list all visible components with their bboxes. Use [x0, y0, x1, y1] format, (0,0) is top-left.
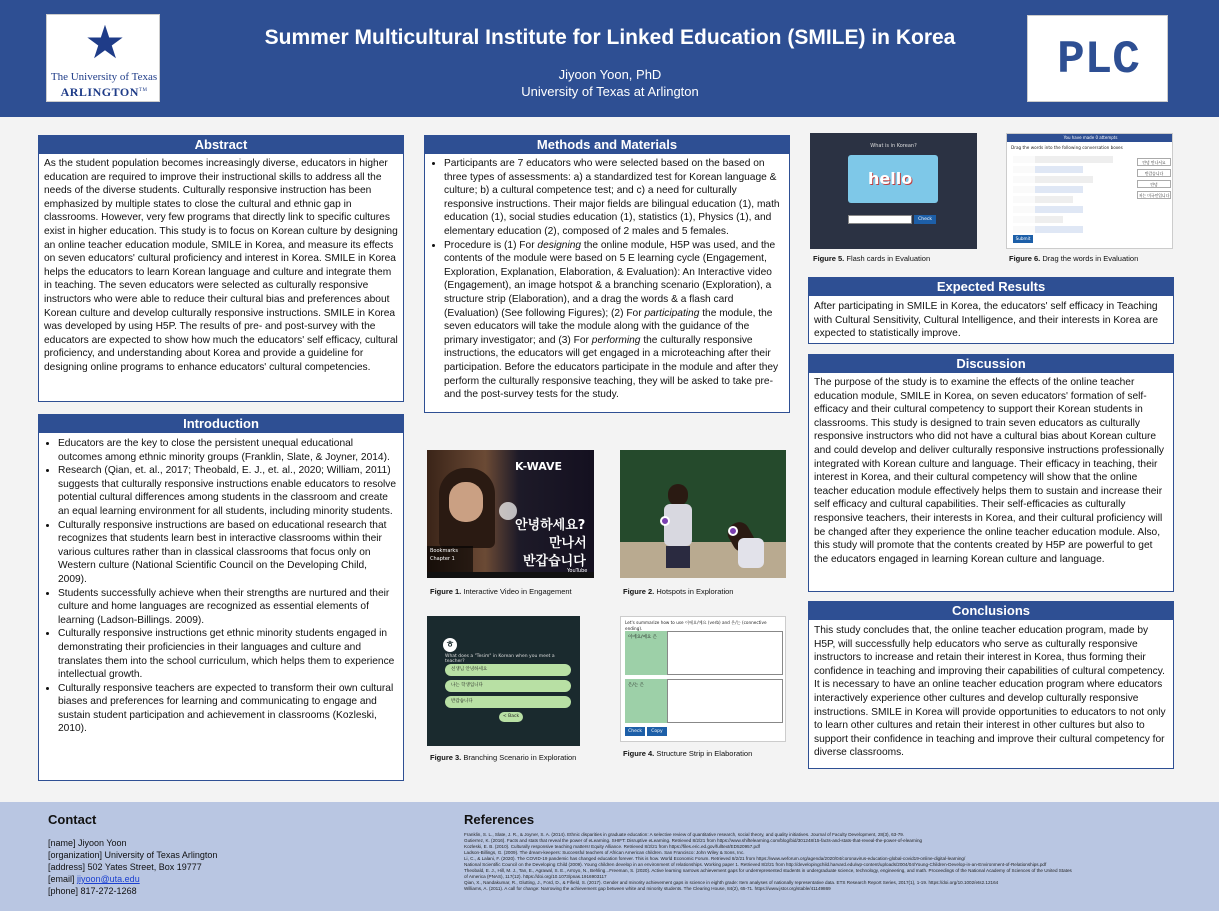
poster-title: Summer Multicultural Institute for Linked Education (SMILE) in Korea [264, 26, 956, 49]
fig3-back-button[interactable]: < Back [499, 712, 523, 722]
hotspot-icon[interactable] [660, 516, 670, 526]
reference-item: Gutierrez, K. (2016). Facts and stats that reveal the power of eLearning. SHIFT: Disruptive eLearning. Retrieved 8/2/21 from https://www.shiftelearning.com/blog/bid/301248/15-facts-and-stats-that-reveal-the-power-of-elearning [464, 838, 923, 843]
figure-3-caption: Figure 3. Branching Scenario in Exploration [430, 753, 577, 762]
plc-logo-text: PLC [1057, 34, 1140, 86]
fig1-line3-text: 반갑습니다 [523, 554, 586, 569]
fig4-strip-label: 이에요/예요 은 [625, 631, 667, 675]
expected-results-heading: Expected Results [809, 278, 1173, 296]
figure-4-caption: Figure 4. Structure Strip in Elaboration [623, 749, 753, 758]
fig5-check-button[interactable]: Check [914, 215, 936, 224]
fig6-dropzone[interactable] [1013, 186, 1083, 193]
reference-item: Ladson-Billings, G. (2009). The dream-keepers: Successful teachers of African American children. San Francisco: John Wiley & Sons, Inc. [464, 850, 745, 855]
abstract-text: As the student population becomes increasingly diverse, educators in higher education are required to improve their instructional skills to address all the needs of the diverse students. Culturally responsive instruction has been emphasized by multiple states to close the cultural and ethnic gap in classrooms. However, very few programs that directly link to specific cultures exist in higher education. This study is to focus on Korean culture by designing an online teacher education module, SMILE in Korea, and measure its effects on seven educators' cultural proficiency and interest in Korea. SMILE in Korea helps the educators to learn Korean language and culture and integrate them in teaching. The seven educators were selected as culturally responsive instructors who were able to reduce their cultural bias and preferences about Korean culture and develop culturally responsive instructions. SMILE in Korea was developed by using H5P. The results of pre- and post-survey with the educators are expected to show how much the educators' self efficacy, cultural proficiency, and understanding about Korea and provide a guideline for designing online programs to enhance educators' cultural competencies. [44, 158, 398, 373]
conclusions-heading: Conclusions [809, 602, 1173, 620]
contact-address: [address] 502 Yates Street, Box 19777 [48, 862, 202, 872]
fig1-bookmarks-label: Bookmarks [430, 548, 458, 554]
fig6-dropzone[interactable] [1013, 156, 1113, 163]
fig6-dropzone[interactable] [1013, 226, 1083, 233]
expected-results-section [808, 277, 1174, 344]
poster-affiliation: University of Texas at Arlington [521, 84, 699, 99]
expected-results-text: After participating in SMILE in Korea, the educators' self efficacy in Teaching with Cultural Sensitivity, Cultural Intelligence, and their interests in Korea are expected to statistically improve. [814, 301, 1159, 340]
fig6-dropzone[interactable] [1013, 196, 1073, 203]
figure-1-caption: Figure 1. Interactive Video in Engagement [430, 587, 572, 596]
fig5-hello-text: hello [868, 169, 913, 188]
figure-6-caption: Figure 6. Drag the words in Evaluation [1009, 254, 1139, 263]
figure-4-image [620, 616, 786, 742]
email-link[interactable]: jiyoon@uta.edu [77, 874, 140, 884]
list-item: • Students successfully achieve when their strengths are nurtured and their culture and home languages are recognized as essential elements of learning (Ladson-Billings. 2009). [58, 587, 398, 628]
figure-5-image [810, 133, 977, 249]
fig1-kwave-text: K-WAVE [515, 460, 563, 473]
poster-header [0, 0, 1219, 117]
list-item: • Culturally responsive instructions get ethnic minority students engaged in demonstrating their proficiencies in their languages and culture and translates them into the school curriculum, which helps them to experience intellectual growth. [58, 627, 398, 681]
discussion-section [808, 354, 1174, 592]
introduction-heading: Introduction [39, 415, 403, 433]
fig1-line2-text: 만나서 [549, 536, 587, 551]
list-item: • Culturally responsive instructions are based on educational research that recognizes that students learn best in interactive classrooms within their various cultures rather than in classical classrooms that focus only on Western culture (National Scientific Council on the Developing Child, 2009). [58, 519, 398, 587]
figure-2-caption: Figure 2. Hotspots in Exploration [623, 587, 734, 596]
fig6-drop-area [1013, 156, 1133, 242]
fig3-question: What does a "Tesim" in Korean when you meet a teacher? [445, 654, 555, 664]
contact-phone: [phone] 817-272-1268 [48, 886, 137, 896]
uta-logo [46, 14, 160, 102]
fig6-submit-button[interactable]: Submit [1013, 235, 1033, 243]
reference-item: Kozleski, E. B. (2010). Culturally responsive teaching matters! Equity Alliance. Retrieved 8/2/21 from https://files.eric.ed.gov/fulltext/ED520957.pdf [464, 844, 760, 849]
fig5-card-image [848, 155, 938, 203]
fig5-question: What is in Korean? [870, 143, 917, 149]
list-item: • Culturally responsive teachers are expected to transform their own cultural biases and preferences for learning and communicating to engage and sustain student participation and achievement in classrooms (Kozleski, 2010). [58, 682, 398, 736]
references-heading: References [464, 812, 535, 827]
figure-2-image [620, 450, 786, 578]
fig6-dropzone[interactable] [1013, 206, 1083, 213]
contact-email: [email] jiyoon@uta.edu [48, 874, 140, 884]
reference-item: Williams, A. (2011). A call for change: Narrowing the achievement gap between white and minority students. The Clearing House, 84(2), 65-71. https://www.jstor.org/stable/41149869 [464, 886, 831, 891]
methods-body [425, 154, 789, 405]
reference-item: Franklin, S. L., Slate, J. R., & Joyner, S. A. (2014). Ethnic disparities in graduate education: A selective review of quantitative research, social theory, and quality initiatives. Journal of Faculty Development, 28(3), 63-79. [464, 832, 905, 837]
reference-item: National Scientific Council on the Developing Child (2009). Young children develop in an environment of relationships. Working paper 1. Retrieved 8/2/21 from http://developingchild.harvard.edu/wp-content/uploads/2004/04/Young-Children-Develop-in-an-Environment-of-Relationships.pdf [464, 862, 1047, 867]
fig6-dropzone[interactable] [1013, 176, 1093, 183]
fig1-greeting-text: 안녕하세요? [515, 518, 586, 533]
figure-6-image [1006, 133, 1173, 249]
list-item: • Procedure is (1) For designing the online module, H5P was used, and the contents of the module were based on 5 E learning cycle (Engagement, Exploration, Explanation, Elaboration, & Evaluation): An Interactive video (Engagement), an image hotspot & a branching scenario (Exploration), a structure strip (Elaboration), and a drag the words & a flash card (Evaluation) (See following Figures); (2) For participating the module, the seven educators will take the module along with the guidance of the primary investigator; and (3) For performing the culturally responsive instructions, the educators will get engaged in a microteaching after their participation. Before the educators participate in the module and after they perform the culturally responsive teaching, they will be asked to take pre-and the post-survey tests for the study. [444, 239, 784, 402]
discussion-text: The purpose of the study is to examine the effects of the online teacher education module, SMILE in Korea, on seven educators' formation of self-efficacy and their cultural competency to support their Korean students in classrooms. This study is designed to train seven educators as culturally responsive instructors who did not have a cultural bias about Korean culture and could develop and deliver culturally responsive instructions professionally integrated with Korean culture and language. Their efficacy in teaching, their interest in Korea, and their cultural competency will show that the online teacher education module effectively helps them to sustain and increase their self efficacy and cultural capabilities. Their self-efficacies as culturally responsive teachers, their interests in Korea, and their cultural proficiency will be changed after they experience the online teacher education module. Also, this study will promote that the contents created by H5P are powerful to get the educators engaged in learning Korean culture and language. [814, 377, 1164, 565]
fig3-option-button[interactable]: 선생님 안녕하세요 [445, 664, 571, 676]
methods-heading: Methods and Materials [425, 136, 789, 154]
fig1-bookmarks-panel [427, 546, 473, 572]
fig5-answer-input[interactable] [848, 215, 912, 224]
reference-item: Li, C., & Lalani, F. (2020). The COVID-19 pandemic has changed education forever. This is how. World Economic Forum. Retrieved 8/2/21 from https://www.weforum.org/agenda/2020/04/coronavirus-education-global-covid19-online-digital-learning/ [464, 856, 966, 861]
fig6-draggable-word[interactable]: 저는 미국인입니다 [1138, 193, 1170, 198]
fig3-option-button[interactable]: 나는 학생입니다 [445, 680, 571, 692]
fig4-instruction: Let's summarize how to use 이에요/예요 (verb) and 은/는 (connective ending). [625, 620, 767, 631]
list-item: • Participants are 7 educators who were selected based on the based on three types of assessments: a) a standardized test for Korean language & culture; b) a cultural competence test; and c) a need for culturally responsive instructions. Their major fields are bilingual education (1), math education (1), social studies education (1), statistics (1), Physics (1), and elementary education (2), composed of 2 males and 5 females. [444, 157, 784, 239]
list-item: • Research (Qian, et. al., 2017; Theobald, E. J., et. al., 2020; William, 2011) suggests that culturally responsive instructions enable educators to resolve potential cultural differences among students in the classroom and create an equal learning environment for all students, including minority students. [58, 464, 398, 518]
abstract-section [38, 135, 404, 402]
fig3-option-button[interactable]: 반갑습니다 [445, 696, 571, 708]
logo-arlington-line: ARLINGTON™ [60, 85, 148, 99]
logo-university-line: The University of Texas [50, 71, 158, 83]
fig4-check-button[interactable]: Check [625, 727, 645, 736]
methods-list [430, 157, 784, 402]
plc-logo [1027, 15, 1168, 102]
youtube-label: YouTube [567, 568, 588, 574]
fig4-copy-button[interactable]: Copy [647, 727, 667, 736]
figure-5-caption: Figure 5. Flash cards in Evaluation [813, 254, 931, 263]
fig4-strip-input[interactable] [667, 679, 783, 723]
reference-item: Theobald, E. J., Hill, M. J., Tan, E., Agrawal, S. E., Arroyo, N., Behling...Freeman, S. (2020). Active learning narrows achievement gaps for underrepresented students in undergraduate science, technology, engineering, and math. Proceedings of the National Academy of Sciences of the United States [464, 868, 1072, 873]
introduction-list [44, 437, 398, 736]
methods-section [424, 135, 790, 413]
discussion-heading: Discussion [809, 355, 1173, 373]
korean-char-icon: ㅎ [443, 638, 457, 652]
fig6-dropzone[interactable] [1013, 166, 1083, 173]
introduction-section [38, 414, 404, 781]
contact-heading: Contact [48, 812, 97, 827]
fig4-strip-input[interactable] [667, 631, 783, 675]
fig6-draggable-word[interactable]: 안녕 만나서요 [1137, 158, 1171, 166]
reference-item: of America (PNAS), 117(12). https://doi.org/10.1073/pnas.1916903117 [464, 874, 607, 879]
contact-organization: [organization] University of Texas Arlington [48, 850, 218, 860]
figure-3-image [427, 616, 580, 746]
list-item: • Educators are the key to close the persistent unequal educational outcomes among ethnic minority groups (Franklin, Slate, & Joyner, 2014). [58, 437, 398, 464]
contact-name: [name] Jiyoon Yoon [48, 838, 127, 848]
fig6-draggable-word[interactable]: 안녕 [1137, 180, 1171, 188]
hotspot-icon[interactable] [728, 526, 738, 536]
fig6-dropzone[interactable] [1013, 216, 1063, 223]
fig1-chapter-label: Chapter 1 [430, 556, 455, 562]
conclusions-text: This study concludes that, the online teacher education program, made by H5P, will successfully help educators who serve as culturally responsive instructors to increase and retain their interest in Korea, thus forming their confidence in teaching and improving their capabilities of cultural competency. It is necessary to have an online teacher education program where educators interactively experience other cultures and develop culturally responsive instructions. SMILE in Korea will provide opportunities to educators to not only to learn other cultures and retain their interest in other cultures but also to support their confidence in teaching and improve their cultural competency for diverse classrooms. [814, 625, 1166, 759]
fig6-instruction: Drag the words into the following conversation boxes [1011, 145, 1123, 150]
reference-item: Qian, X., Nandakumar, R., Glutting, J., Ford, D., & Fifield, S. (2017). Gender and minority achievement gaps in science in eighth grade: Item analyses of nationally representative data. ETS Research Report Series, 2017(1), 1-19. https://doi.org/10.1002/ets2.12164 [464, 880, 999, 885]
fig6-topbar: You have made 0 attempts [1007, 134, 1173, 142]
fig6-draggable-word[interactable]: 반갑습니다 [1137, 169, 1171, 177]
poster-author: Jiyoon Yoon, PhD [558, 67, 662, 82]
fig4-strip-label: 은/는 은 [625, 679, 667, 723]
conclusions-section [808, 601, 1174, 769]
star-a-icon: ★ [84, 15, 126, 69]
abstract-heading: Abstract [39, 136, 403, 154]
figure-1-image [427, 450, 594, 578]
play-icon[interactable] [499, 502, 517, 520]
introduction-body [39, 433, 403, 739]
